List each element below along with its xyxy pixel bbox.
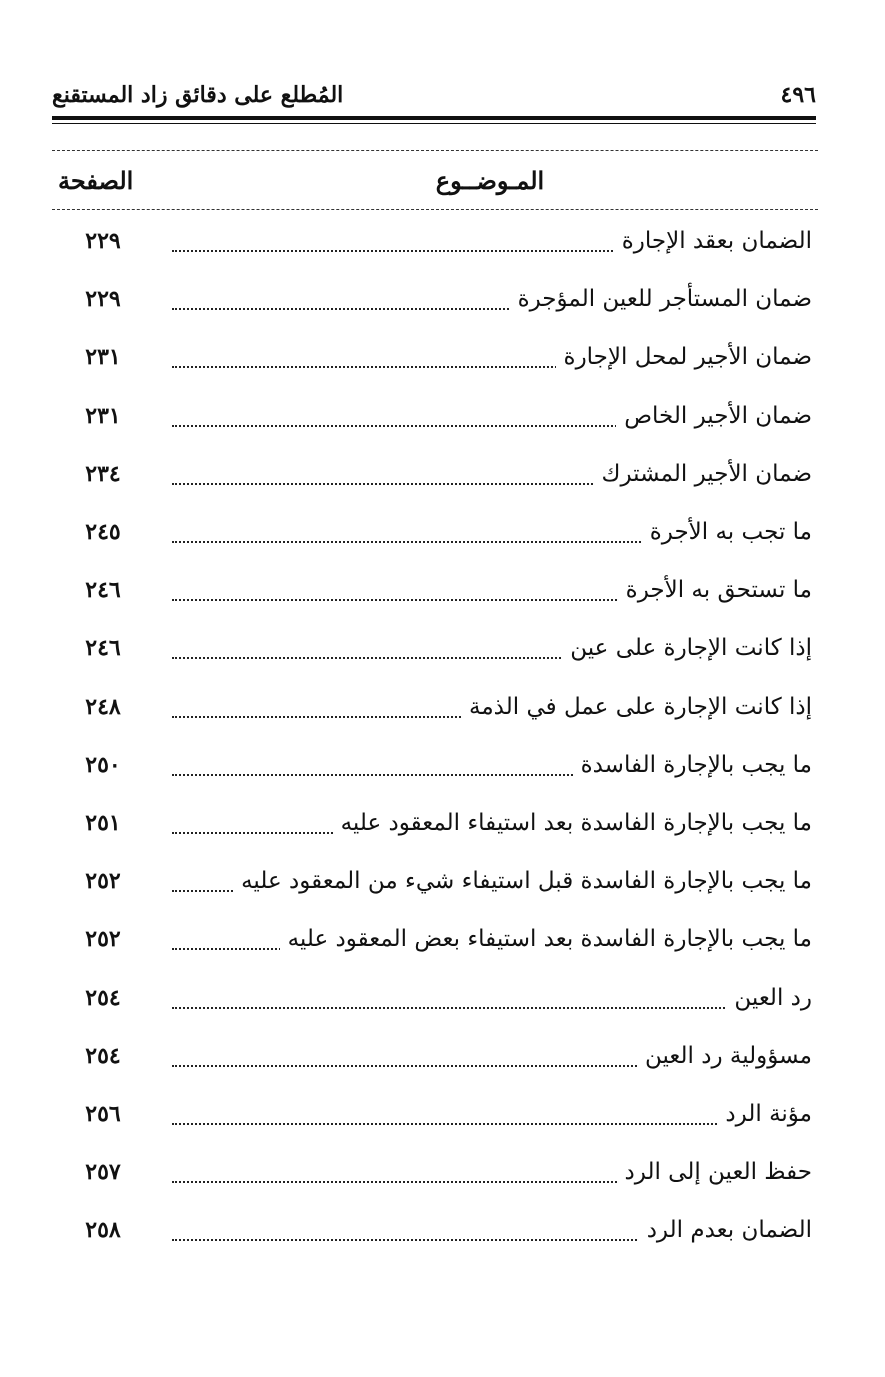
toc-entry bbox=[60, 340, 812, 380]
toc-entry bbox=[60, 806, 812, 846]
toc-entry-title: مؤنة الرد bbox=[717, 1097, 812, 1131]
toc-entry bbox=[60, 1213, 812, 1253]
toc-entry-page: ٢٢٩ bbox=[85, 228, 121, 254]
toc-entry-page: ٢٤٨ bbox=[85, 694, 121, 720]
toc-entry-title: رد العين bbox=[726, 981, 812, 1015]
toc-entry-title: ما تستحق به الأجرة bbox=[618, 573, 812, 607]
header-rule-thick bbox=[52, 116, 816, 120]
toc-entry bbox=[60, 1155, 812, 1195]
toc-entry bbox=[60, 1039, 812, 1079]
toc-entry-page: ٢٥٢ bbox=[85, 926, 121, 952]
toc-entry-page: ٢٤٥ bbox=[85, 519, 121, 545]
toc-entry-title: إذا كانت الإجارة على عمل في الذمة bbox=[461, 690, 812, 724]
toc-entry-page: ٢٥٦ bbox=[85, 1101, 121, 1127]
toc-entry bbox=[60, 922, 812, 962]
toc-entry-page: ٢٥٢ bbox=[85, 868, 121, 894]
toc-entry-page: ٢٥٧ bbox=[85, 1159, 121, 1185]
toc-entry-page: ٢٣٤ bbox=[85, 461, 121, 487]
toc-entry bbox=[60, 748, 812, 788]
toc-entry-page: ٢٤٦ bbox=[85, 577, 121, 603]
toc-entry-title: ما يجب بالإجارة الفاسدة قبل استيفاء شيء من المعقود عليه bbox=[233, 864, 812, 898]
running-title: المُطلع على دقائق زاد المستقنع bbox=[52, 82, 344, 108]
toc-entry-page: ٢٣١ bbox=[85, 344, 121, 370]
page-number: ٤٩٦ bbox=[780, 82, 816, 108]
toc-entry bbox=[60, 399, 812, 439]
toc-entry-page: ٢٥٠ bbox=[85, 752, 121, 778]
toc-entry-page: ٢٢٩ bbox=[85, 286, 121, 312]
column-heading-topic: المـوضــوع bbox=[435, 166, 545, 195]
toc-entry bbox=[60, 1097, 812, 1137]
toc-entry bbox=[60, 864, 812, 904]
table-top-dashed-rule bbox=[52, 150, 818, 151]
toc-entry-page: ٢٥١ bbox=[85, 810, 121, 836]
toc-entry bbox=[60, 573, 812, 613]
toc-entry bbox=[60, 631, 812, 671]
toc-entry-page: ٢٥٨ bbox=[85, 1217, 121, 1243]
toc-entry-title: ضمان الأجير المشترك bbox=[593, 457, 812, 491]
toc-dot-leader bbox=[172, 1007, 812, 1009]
toc-entry-title: حفظ العين إلى الرد bbox=[617, 1155, 812, 1189]
running-header bbox=[52, 82, 816, 116]
toc-entry-title: ضمان الأجير الخاص bbox=[616, 399, 812, 433]
toc-entry-page: ٢٥٤ bbox=[85, 1043, 121, 1069]
toc-dot-leader bbox=[172, 1123, 812, 1125]
toc-entry-page: ٢٣١ bbox=[85, 403, 121, 429]
toc-entry-page: ٢٥٤ bbox=[85, 985, 121, 1011]
toc-entry-title: مسؤولية رد العين bbox=[637, 1039, 812, 1073]
toc-entry-title: ضمان المستأجر للعين المؤجرة bbox=[510, 282, 812, 316]
toc-entry-title: ما تجب به الأجرة bbox=[642, 515, 812, 549]
toc-entry-title: ما يجب بالإجارة الفاسدة بعد استيفاء بعض المعقود عليه bbox=[280, 922, 812, 956]
toc-entry-title: ضمان الأجير لمحل الإجارة bbox=[556, 340, 812, 374]
toc-entry bbox=[60, 282, 812, 322]
toc-entry-title: ما يجب بالإجارة الفاسدة bbox=[573, 748, 812, 782]
toc-entry bbox=[60, 515, 812, 555]
toc-entry-title: الضمان بعدم الرد bbox=[639, 1213, 812, 1247]
toc-entry-title: إذا كانت الإجارة على عين bbox=[562, 631, 812, 665]
header-rule-thin bbox=[52, 123, 816, 124]
toc-entry-title: ما يجب بالإجارة الفاسدة بعد استيفاء المعقود عليه bbox=[333, 806, 812, 840]
toc-entry-page: ٢٤٦ bbox=[85, 635, 121, 661]
toc-entry-title: الضمان بعقد الإجارة bbox=[614, 224, 812, 258]
toc-entry bbox=[60, 690, 812, 730]
column-heading-page: الصفحة bbox=[58, 166, 134, 195]
toc-entry bbox=[60, 981, 812, 1021]
toc-entry bbox=[60, 224, 812, 264]
toc-entry bbox=[60, 457, 812, 497]
table-heading-dashed-rule bbox=[52, 209, 818, 210]
